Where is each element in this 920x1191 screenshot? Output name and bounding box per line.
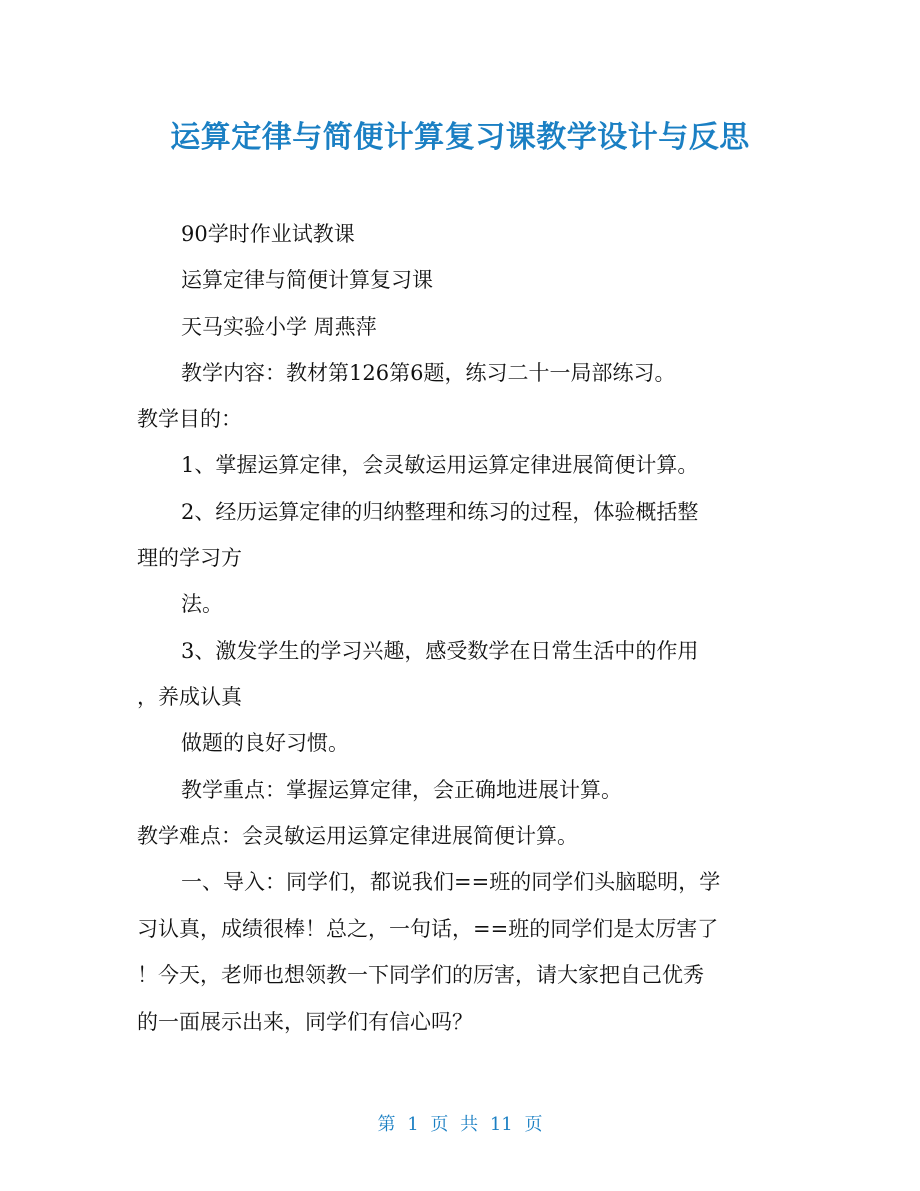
text-line: 教学目的： xyxy=(137,407,242,431)
page-footer: 第 1 页 共 11 页 xyxy=(377,1114,543,1135)
text-line: 理的学习方 xyxy=(137,546,242,570)
text-line: 教学难点：会灵敏运用运算定律进展简便计算。 xyxy=(137,824,578,848)
text-line: 运算定律与简便计算复习课 xyxy=(181,268,433,292)
text-line: 教学重点：掌握运算定律，会正确地进展计算。 xyxy=(181,778,622,802)
text-line: 做题的良好习惯。 xyxy=(181,731,349,755)
text-line: 法。 xyxy=(181,592,223,616)
text-line: 教学内容：教材第126第6题，练习二十一局部练习。 xyxy=(181,361,676,385)
text-line: 3、激发学生的学习兴趣，感受数学在日常生活中的作用 xyxy=(181,639,699,663)
text-line: 1、掌握运算定律，会灵敏运用运算定律进展简便计算。 xyxy=(181,453,699,477)
text-line: 2、经历运算定律的归纳整理和练习的过程，体验概括整 xyxy=(181,500,699,524)
text-line: ！今天，老师也想领教一下同学们的厉害，请大家把自己优秀 xyxy=(137,963,704,987)
text-line: ，养成认真 xyxy=(137,685,242,709)
text-line: 习认真，成绩很棒！总之，一句话，==班的同学们是太厉害了 xyxy=(137,917,719,941)
text-line: 90学时作业试教课 xyxy=(181,222,355,246)
text-line: 天马实验小学 周燕萍 xyxy=(181,315,377,339)
document-title: 运算定律与简便计算复习课教学设计与反思 xyxy=(170,120,750,155)
text-line: 一、导入：同学们，都说我们==班的同学们头脑聪明，学 xyxy=(181,870,721,894)
text-line: 的一面展示出来，同学们有信心吗？ xyxy=(137,1010,473,1034)
